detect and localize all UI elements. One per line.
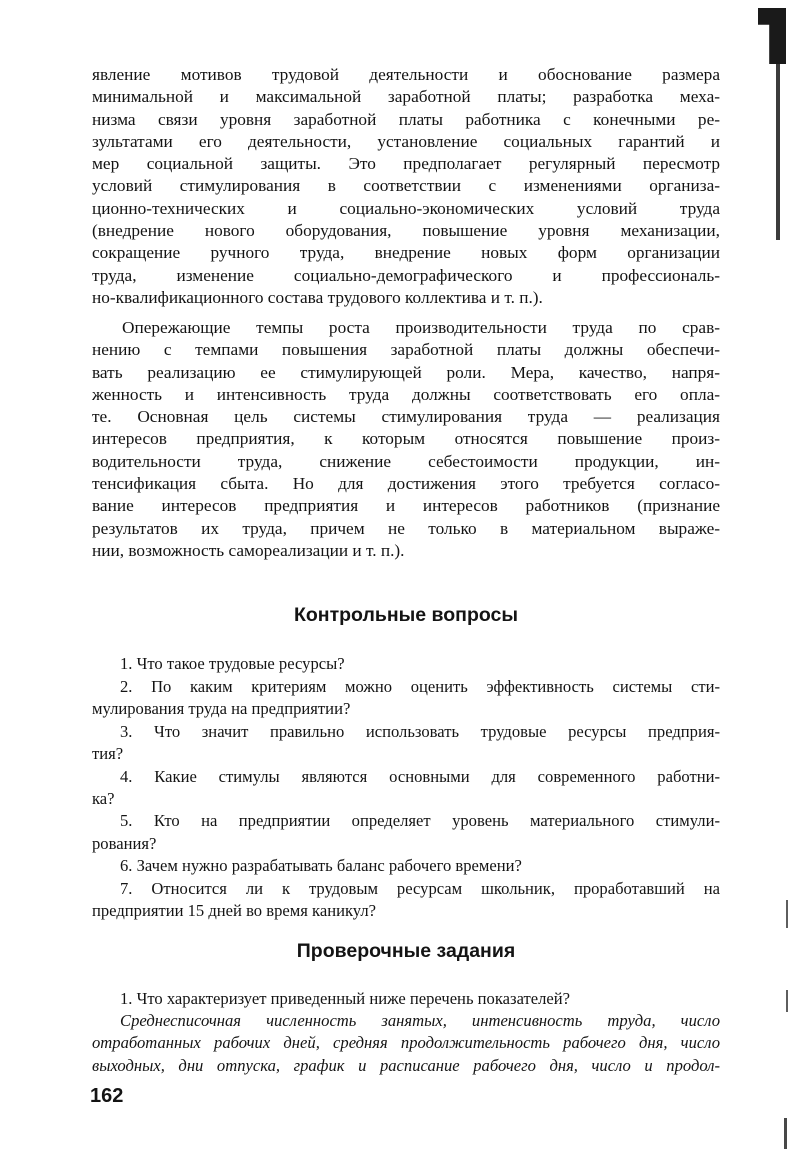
scan-edge-line — [786, 990, 788, 1012]
question-item — [92, 721, 720, 765]
text-line: Опережающие темпы роста производительности труда по срав- — [122, 318, 720, 337]
scan-edge-line — [786, 900, 788, 928]
question-line: предприятии 15 дней во время каникул? — [92, 901, 376, 921]
text-line: мер социальной защиты. Это предполагает регулярный пересмотр — [92, 154, 720, 174]
text-line: зультатами его деятельности, установление социальных гарантий и — [92, 131, 720, 151]
text-line: ционно-технических и социально-экономических условий труда — [92, 198, 720, 218]
task-description-line: отработанных рабочих дней, средняя продолжительность рабочего дня, число — [92, 1033, 720, 1053]
question-item — [92, 653, 720, 675]
text-line: сокращение ручного труда, внедрение новых форм организации — [92, 243, 720, 263]
question-line: тия? — [92, 743, 124, 763]
scan-edge-line — [784, 1118, 787, 1149]
question-item — [92, 676, 720, 720]
question-line: рования? — [92, 833, 157, 853]
text-line: условий стимулирования в соответствии с изменениями организа- — [92, 176, 720, 196]
task-description-line: выходных, дни отпуска, график и расписание рабочего дня, число и продол- — [92, 1055, 720, 1075]
body-paragraph — [92, 64, 720, 309]
text-line: низма связи уровня заработной платы работника с конечными ре- — [92, 109, 720, 129]
text-line: водительности труда, снижение себестоимости продукции, ин- — [92, 451, 720, 471]
task-description — [92, 1010, 720, 1077]
question-item — [92, 810, 720, 854]
question-line: 3. Что значит правильно использовать трудовые ресурсы предприя- — [120, 721, 720, 741]
question-item — [92, 878, 720, 922]
questions-list — [92, 653, 720, 923]
question-line: 5. Кто на предприятии определяет уровень материального стимули- — [120, 811, 720, 831]
section-heading-control-questions: Контрольные вопросы — [293, 604, 519, 626]
text-line: нии, возможность самореализации и т. п.). — [92, 540, 405, 560]
text-line: вать реализацию ее стимулирующей роли. Мера, качество, напря- — [92, 362, 720, 382]
text-line: явление мотивов трудовой деятельности и обоснование размера — [92, 65, 720, 84]
page-number: 162 — [90, 1085, 124, 1107]
text-line: интересов предприятия, к которым относятся повышение произ- — [92, 429, 720, 449]
question-line: 1. Что такое трудовые ресурсы? — [120, 654, 345, 673]
scan-edge-mark — [758, 8, 786, 64]
task-description-line: Среднесписочная численность занятых, интенсивность труда, число — [120, 1011, 720, 1031]
question-item — [92, 766, 720, 810]
task-block — [92, 988, 720, 1077]
text-line: женность и интенсивность труда должны соответствовать его опла- — [92, 384, 720, 404]
question-line: мулирования труда на предприятии? — [92, 698, 351, 718]
text-line: вание интересов предприятия и интересов работников (признание — [92, 496, 720, 516]
text-line: минимальной и максимальной заработной платы; разработка меха- — [92, 87, 720, 107]
question-line: 6. Зачем нужно разрабатывать баланс рабочего времени? — [120, 856, 522, 876]
question-line: ка? — [92, 788, 115, 808]
text-line: но-квалификационного состава трудового коллектива и т. п.). — [92, 287, 543, 307]
section-heading-check-tasks: Проверочные задания — [296, 940, 516, 962]
task-question: 1. Что характеризует приведенный ниже перечень показателей? — [120, 989, 571, 1008]
text-line: нению с темпами повышения заработной платы должны обеспечи- — [92, 340, 720, 360]
text-line: те. Основная цель системы стимулирования труда — реализация — [92, 407, 720, 427]
text-line: (внедрение нового оборудования, повышение уровня механизации, — [92, 221, 720, 241]
question-line: 2. По каким критериям можно оценить эффективность системы сти- — [120, 676, 720, 696]
body-paragraph — [92, 317, 720, 562]
text-line: труда, изменение социально-демографического и профессиональ- — [92, 265, 720, 285]
question-line: 4. Какие стимулы являются основными для современного работни- — [120, 766, 720, 786]
question-item — [92, 855, 720, 877]
question-line: 7. Относится ли к трудовым ресурсам школьник, проработавший на — [120, 879, 720, 899]
scan-edge-line — [776, 60, 780, 240]
text-line: тенсификация сбыта. Но для достижения этого требуется согласо- — [92, 474, 720, 494]
text-line: результатов их труда, причем не только в материальном выраже- — [92, 518, 720, 538]
